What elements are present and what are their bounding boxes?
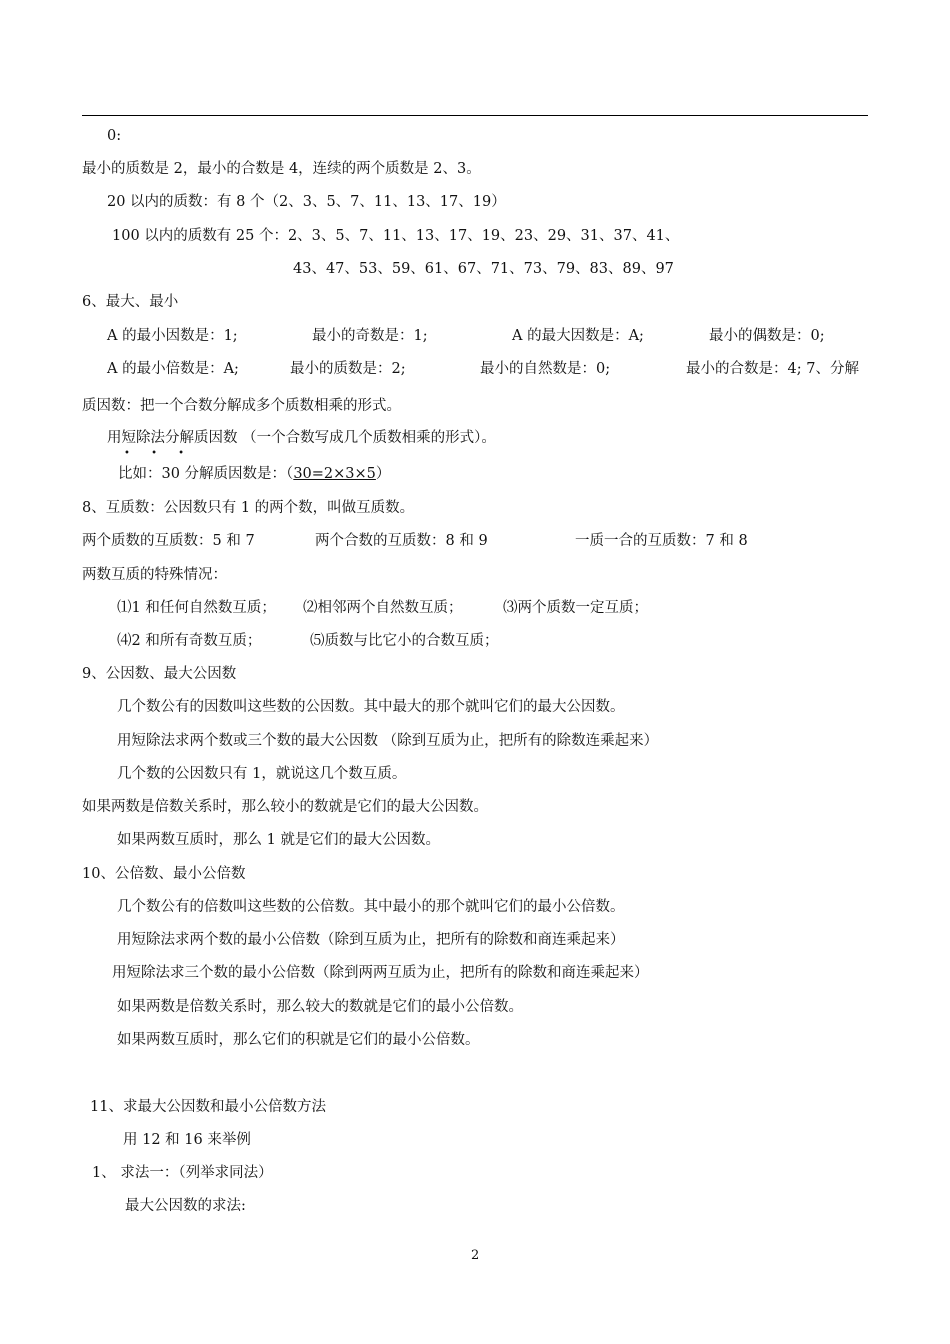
emphasis-dots: • • • (124, 448, 194, 459)
text-line: 用短除法求两个数或三个数的最大公因数 （除到互质为止，把所有的除数连乘起来） (117, 733, 659, 749)
text-cell: 两个质数的互质数：5 和 7 (82, 533, 255, 549)
text-cell: ⑵相邻两个自然数互质； (303, 600, 463, 616)
section-heading: 10、公倍数、最小公倍数 (82, 866, 246, 882)
text-cell: A 的最小因数是：1; (107, 328, 238, 344)
text-line: 用 12 和 16 来举例 (123, 1132, 251, 1148)
text-line: 几个数的公因数只有 1，就说这几个数互质。 (117, 766, 407, 782)
example-suffix: ） (375, 466, 391, 482)
section-heading: 11、求最大公因数和最小公倍数方法 (90, 1099, 326, 1115)
text-line: 0: (107, 128, 122, 144)
section-heading: 6、最大、最小 (82, 294, 179, 310)
text-cell: ⑶两个质数一定互质； (503, 600, 648, 616)
text-line: 100 以内的质数有 25 个：2、3、5、7、11、13、17、19、23、29、31、37、41、 (112, 228, 680, 244)
section-heading: 9、公因数、最大公因数 (82, 666, 237, 682)
text-cell: A 的最大因数是：A; (512, 328, 644, 344)
text-cell: 最小的质数是：2; (290, 361, 406, 377)
text-line: 质因数：把一个合数分解成多个质数相乘的形式。 (82, 398, 401, 414)
text-line: 用短除法分解质因数 （一个合数写成几个质数相乘的形式）。 (107, 430, 496, 446)
text-line: 几个数公有的因数叫这些数的公因数。其中最大的那个就叫它们的最大公因数。 (117, 699, 625, 715)
text-cell: 最小的奇数是：1; (312, 328, 428, 344)
example-line (118, 464, 390, 484)
text-line: 如果两数互质时，那么它们的积就是它们的最小公倍数。 (117, 1032, 480, 1048)
text-cell: 最小的偶数是：0; (709, 328, 825, 344)
text-cell: 一质一合的互质数：7 和 8 (575, 533, 748, 549)
text-line: 用短除法求两个数的最小公倍数（除到互质为止，把所有的除数和商连乘起来） (117, 932, 625, 948)
text-line: 1、 求法一：（列举求同法） (92, 1165, 273, 1181)
page-number: 2 (471, 1248, 480, 1263)
text-line: 最小的质数是 2，最小的合数是 4，连续的两个质数是 2、3。 (82, 161, 481, 177)
text-line: 两数互质的特殊情况： (82, 567, 227, 583)
text-cell: 最小的合数是：4; 7、分解 (686, 361, 859, 377)
text-line: 几个数公有的倍数叫这些数的公倍数。其中最小的那个就叫它们的最小公倍数。 (117, 899, 625, 915)
text-line: 如果两数互质时，那么 1 就是它们的最大公因数。 (117, 832, 440, 848)
text-line: 用短除法求三个数的最小公倍数（除到两两互质为止，把所有的除数和商连乘起来） (112, 965, 649, 981)
text-line: 如果两数是倍数关系时，那么较大的数就是它们的最小公倍数。 (117, 999, 523, 1015)
text-cell: ⑴1 和任何自然数互质； (117, 600, 276, 616)
text-cell: 两个合数的互质数：8 和 9 (315, 533, 488, 549)
section-heading: 8、互质数：公因数只有 1 的两个数，叫做互质数。 (82, 500, 415, 516)
text-line: 43、47、53、59、61、67、71、73、79、83、89、97 (293, 261, 674, 277)
example-prefix: 比如：30 分解质因数是：（ (118, 466, 294, 482)
text-cell: ⑸质数与比它小的合数互质； (310, 633, 499, 649)
header-rule (82, 115, 868, 116)
text-cell: A 的最小倍数是：A; (107, 361, 239, 377)
factorization-formula: 30=2×3×5 (293, 466, 376, 482)
text-cell: 最小的自然数是：0; (480, 361, 611, 377)
text-line: 最大公因数的求法: (125, 1198, 246, 1214)
text-cell: ⑷2 和所有奇数互质； (117, 633, 262, 649)
text-line: 20 以内的质数：有 8 个（2、3、5、7、11、13、17、19） (107, 194, 506, 210)
text-line: 如果两数是倍数关系时，那么较小的数就是它们的最大公因数。 (82, 799, 488, 815)
